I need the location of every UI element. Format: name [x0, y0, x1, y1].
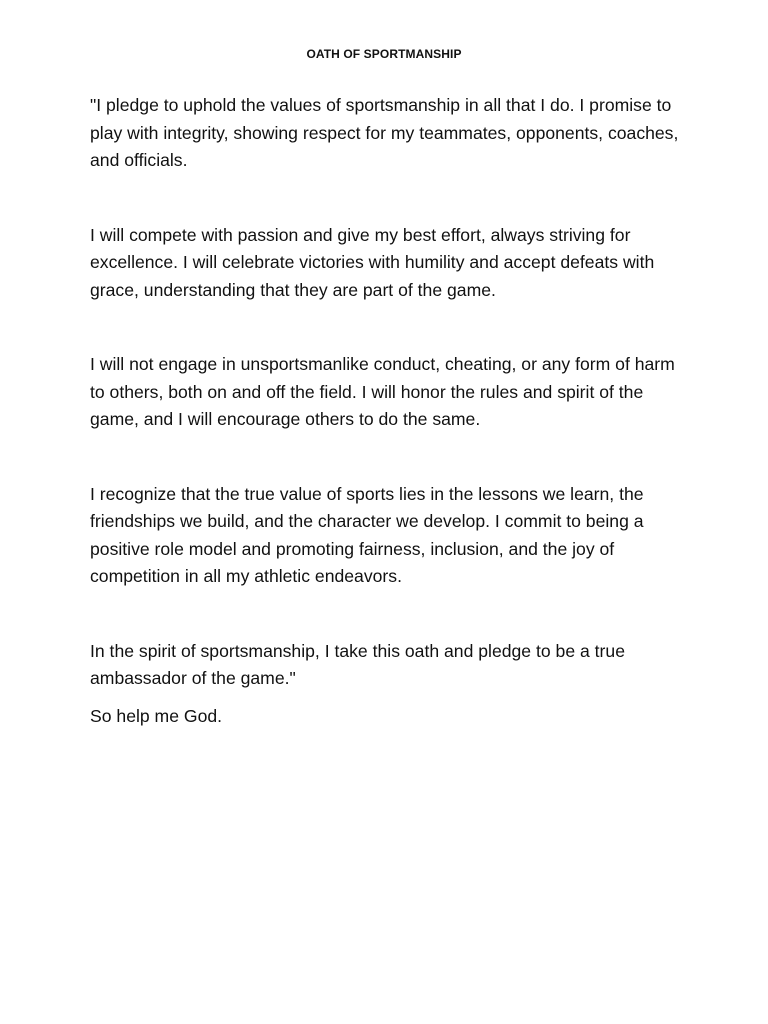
paragraph-ambassador: In the spirit of sportsmanship, I take this oath and pledge to be a true ambassador of the game.": [90, 640, 625, 688]
paragraph-conduct: I will not engage in unsportsmanlike conduct, cheating, or any form of harm to others, both on and off the field. I will honor the rules and spirit of the game, and I will encourage others to do the same.: [90, 354, 675, 429]
document-body: [90, 92, 690, 777]
paragraph-values: I recognize that the true value of sports lies in the lessons we learn, the friendships we build, and the character we develop. I commit to being a positive role model and promoting fairness, inclusion, and the joy of competition in all my athletic endeavors.: [90, 483, 644, 586]
paragraph-compete: I will compete with passion and give my best effort, always striving for excellence. I will celebrate victories with humility and accept defeats with grace, understanding that they are part of the game.: [90, 224, 655, 300]
paragraph-pledge: "I pledge to uphold the values of sportsmanship in all that I do. I promise to play with integrity, showing respect for my teammates, opponents, coaches, and officials.: [90, 95, 679, 170]
document-title: OATH OF SPORTMANSHIP: [306, 47, 462, 61]
paragraph-closing: So help me God.: [90, 705, 223, 726]
